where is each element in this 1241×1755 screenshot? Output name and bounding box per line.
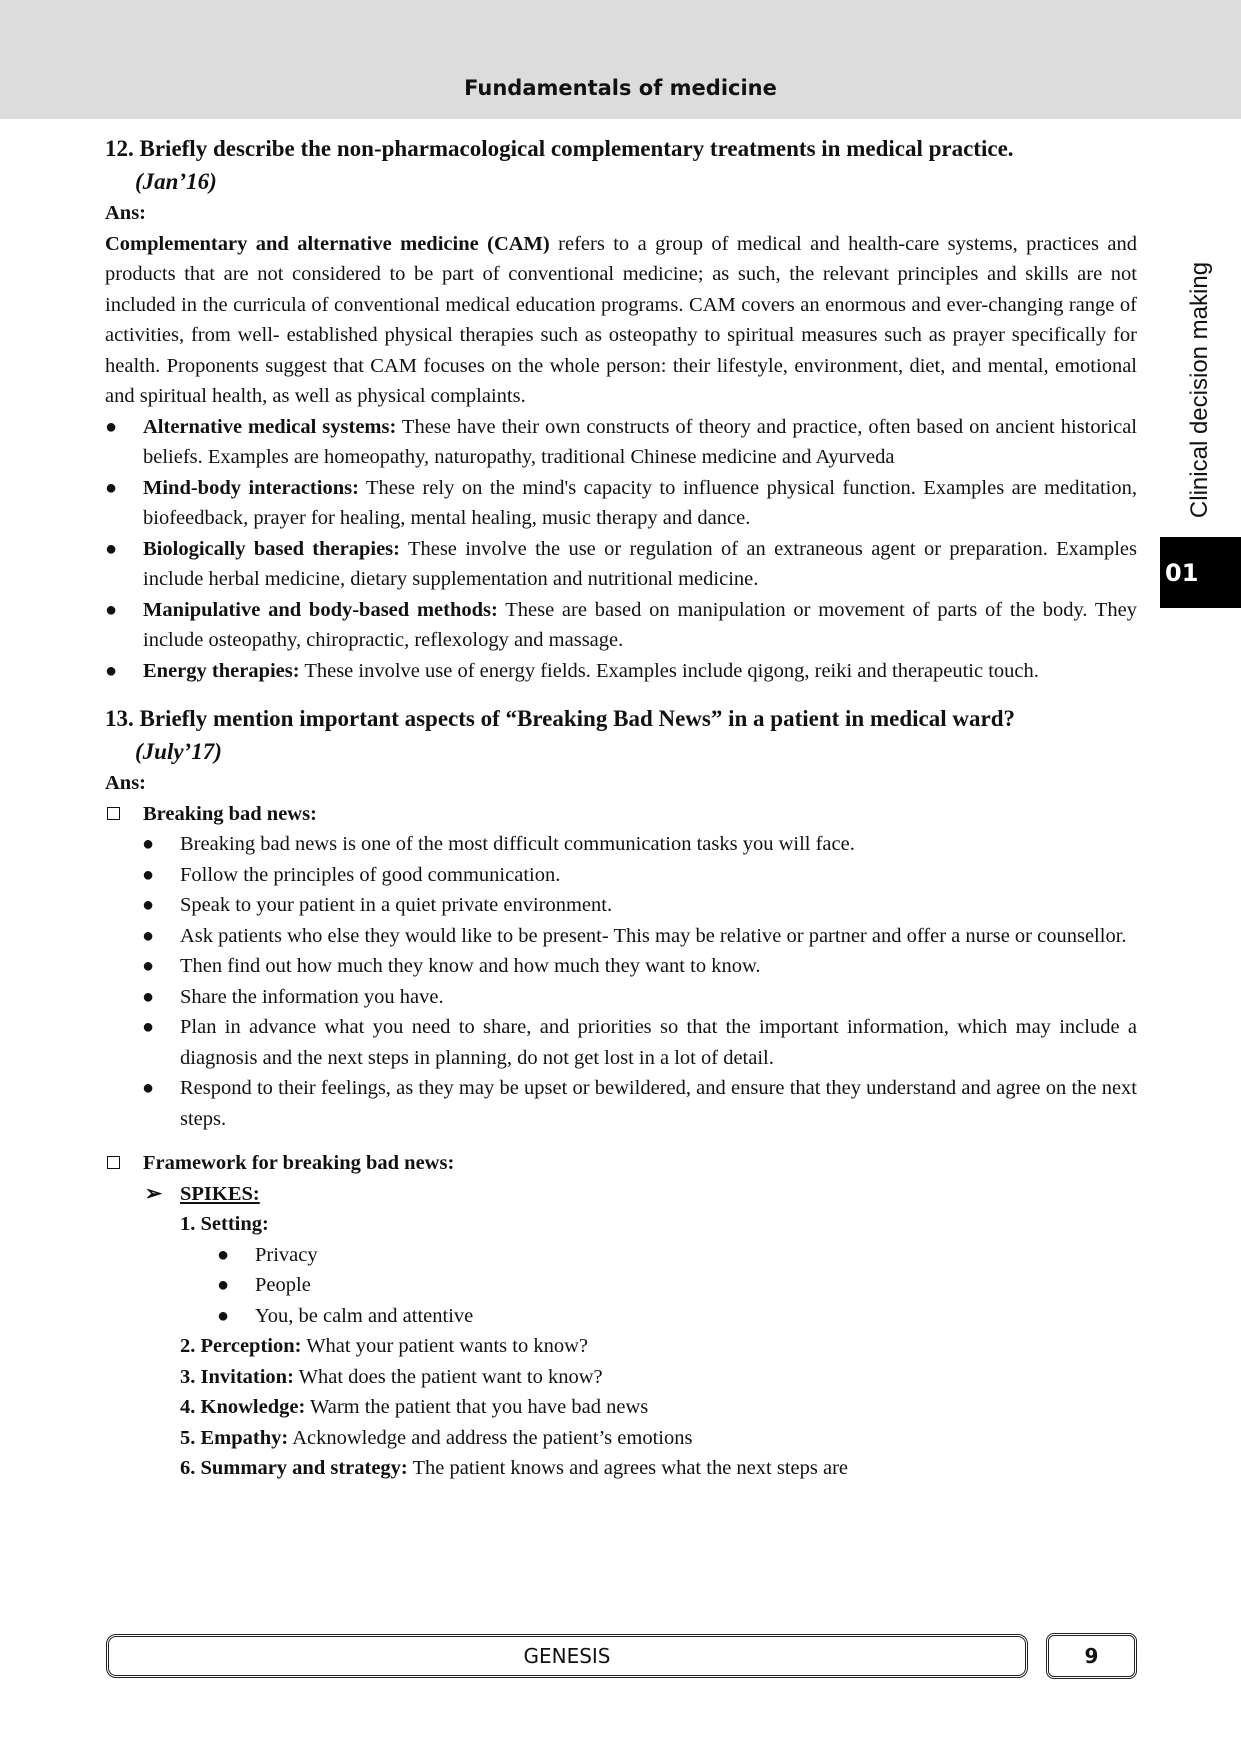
- list-item-text: These involve the use or regulation of an extraneous agent or preparation. Examples include herbal medicine, dietary supplementation and nutritional medicine.: [143, 537, 1137, 590]
- setting-list: [105, 1240, 1137, 1332]
- section-title: Framework for breaking bad news:: [143, 1152, 455, 1174]
- step-item: 6. Summary and strategy: The patient knows and agrees what the next steps are: [180, 1457, 848, 1479]
- checkbox-square-icon: [107, 1156, 120, 1169]
- section-title: Breaking bad news:: [143, 802, 317, 825]
- step-term: 1. Setting:: [180, 1213, 269, 1235]
- bullet-icon: ●: [142, 1016, 155, 1038]
- step-item: 4. Knowledge: Warm the patient that you have bad news: [180, 1396, 649, 1418]
- side-tab-label: [1160, 246, 1240, 534]
- cam-intro-text: refers to a group of medical and health-care systems, practices and products that are not considered to be part of conventional medicine; as such, the relevant principles and skills are not included in the curricula of conventional medical education programs. CAM covers an enormous and ever-changing range of activities, from well- established physical therapies such as osteopathy to spiritual measures such as prayer specifically for health. Proponents suggest that CAM focuses on the whole person: their lifestyle, environment, diet, and mental, emotional and spiritual health, as well as physical complaints.: [105, 232, 1137, 407]
- list-item: [105, 656, 1137, 687]
- bullet-icon: ●: [105, 659, 118, 682]
- list-item: ● People: [105, 1270, 1137, 1301]
- arrow-icon: ➢: [145, 1182, 163, 1205]
- spikes-heading: [105, 1179, 1137, 1210]
- bullet-icon: ●: [217, 1274, 230, 1296]
- bullet-icon: ●: [142, 894, 155, 916]
- list-item: ● Ask patients who else they would like to be present- This may be relative or partner and offer a nurse or counsellor.: [105, 921, 1137, 952]
- bullet-icon: ●: [142, 924, 155, 947]
- bullet-icon: ●: [142, 863, 155, 886]
- list-item-text: These involve use of energy fields. Examples include qigong, reiki and therapeutic touch.: [299, 659, 1039, 682]
- page-header: [0, 0, 1241, 119]
- cam-intro: [105, 229, 1137, 412]
- bullet-icon: ●: [142, 1077, 155, 1099]
- answer-label: Ans:: [105, 202, 147, 224]
- step-item: 2. Perception: What your patient wants to know?: [180, 1335, 589, 1357]
- cam-intro-term: Complementary and alternative medicine (CAM): [105, 232, 550, 255]
- bullet-icon: ●: [217, 1304, 230, 1327]
- section-framework: [105, 1148, 1137, 1179]
- list-item-term: Biologically based therapies:: [143, 537, 400, 560]
- list-item-term: Mind-body interactions:: [143, 476, 359, 499]
- step-item: 3. Invitation: What does the patient want to know?: [180, 1365, 603, 1388]
- answer-label: Ans:: [105, 772, 147, 794]
- page-content: [105, 132, 1137, 1484]
- section-breaking-bad-news: [105, 799, 1137, 830]
- bullet-icon: ●: [142, 955, 155, 977]
- question-13-date: (July’17): [135, 739, 222, 764]
- list-item: ● Speak to your patient in a quiet private environment.: [105, 890, 1137, 921]
- page-number: 9: [1046, 1633, 1137, 1679]
- footer-publisher: GENESIS: [106, 1634, 1028, 1678]
- list-item: ● Then find out how much they know and how much they want to know.: [105, 951, 1137, 982]
- bullet-icon: ●: [142, 833, 155, 855]
- question-12: 12. Briefly describe the non-pharmacological complementary treatments in medical practice.: [105, 136, 1014, 161]
- checkbox-square-icon: [107, 807, 120, 820]
- bullet-icon: ●: [105, 415, 118, 438]
- bullet-icon: ●: [217, 1243, 230, 1266]
- list-item: [105, 473, 1137, 534]
- bullet-icon: ●: [105, 598, 118, 621]
- step-setting: [105, 1209, 1137, 1240]
- bullet-icon: ●: [105, 537, 118, 560]
- cam-list: [105, 412, 1137, 687]
- list-item-text: These are based on manipulation or movement of parts of the body. They include osteopathy, chiropractic, reflexology and massage.: [143, 598, 1138, 651]
- list-item: ● Breaking bad news is one of the most difficult communication tasks you will face.: [105, 829, 1137, 860]
- side-tab-text: Clinical decision making: [1186, 261, 1213, 519]
- list-item-term: Energy therapies:: [143, 659, 300, 682]
- breaking-news-list: [105, 829, 1137, 1134]
- bullet-icon: ●: [105, 476, 118, 499]
- list-item: ● Respond to their feelings, as they may be upset or bewildered, and ensure that they understand and agree on the next steps.: [105, 1073, 1137, 1134]
- chapter-badge: 01: [1160, 537, 1241, 608]
- list-item: ● Privacy: [105, 1240, 1137, 1271]
- step-item: 5. Empathy: Acknowledge and address the patient’s emotions: [180, 1426, 693, 1449]
- list-item-text: These rely on the mind's capacity to influence physical function. Examples are meditation, biofeedback, prayer for healing, mental healing, music therapy and dance.: [143, 476, 1137, 529]
- list-item: ● You, be calm and attentive: [105, 1301, 1137, 1332]
- bullet-icon: ●: [142, 985, 155, 1008]
- list-item: ● Follow the principles of good communication.: [105, 860, 1137, 891]
- list-item: ● Plan in advance what you need to share, and priorities so that the important information, which may include a diagnosis and the next steps in planning, do not get lost in a lot of detail.: [105, 1012, 1137, 1073]
- list-item-term: Manipulative and body-based methods:: [143, 598, 498, 621]
- list-item-term: Alternative medical systems:: [143, 415, 397, 438]
- header-title: Fundamentals of medicine: [464, 76, 777, 100]
- list-item: ● Share the information you have.: [105, 982, 1137, 1013]
- question-13: 13. Briefly mention important aspects of “Breaking Bad News” in a patient in medical ward?: [105, 706, 1015, 731]
- list-item: [105, 412, 1137, 473]
- list-item-text: These have their own constructs of theory and practice, often based on ancient historical beliefs. Examples are homeopathy, naturopathy, traditional Chinese medicine and Ayurveda: [143, 415, 1137, 468]
- list-item: [105, 534, 1137, 595]
- question-12-date: (Jan’16): [135, 169, 217, 194]
- list-item: [105, 595, 1137, 656]
- spikes-label: SPIKES:: [180, 1182, 260, 1205]
